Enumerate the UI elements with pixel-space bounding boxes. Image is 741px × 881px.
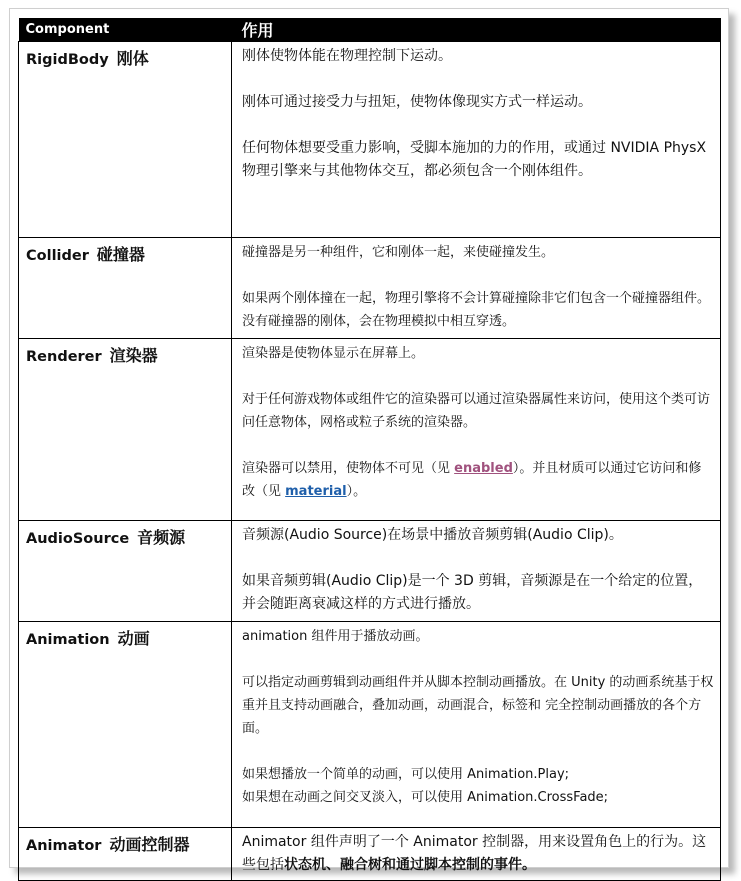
component-table [18, 18, 721, 881]
name-cn: 音频源 [137, 528, 186, 547]
component-name [19, 238, 232, 339]
component-description [232, 339, 721, 521]
paragraph: 音频源(Audio Source)在场景中播放音频剪辑(Audio Clip)。 [242, 527, 623, 543]
material-link[interactable]: material [285, 484, 347, 499]
name-cn: 动画控制器 [109, 835, 190, 854]
name-en: Renderer [26, 349, 102, 365]
paragraph: animation 组件用于播放动画。 [242, 629, 429, 644]
bold-text: 状态机、融合树和通过脚本控制的事件。 [284, 857, 536, 873]
name-cn: 渲染器 [109, 346, 158, 365]
component-name [19, 339, 232, 521]
row-collider [19, 238, 721, 339]
paragraph: 对于任何游戏物体或组件它的渲染器可以通过渲染器属性来访问，使用这个类可访问任意物体，网格或粒子系统的渲染器。 [242, 392, 711, 430]
component-name [19, 828, 232, 881]
header-purpose: 作用 [232, 18, 721, 42]
paragraph: 如果音频剪辑(Audio Clip)是一个 3D 剪辑，音频源是在一个给定的位置，并会随距离衰减这样的方式进行播放。 [242, 573, 703, 612]
text: Animator 组件声明了一个 Animator 控制器，用来设置角色上的行为。这些包括 [242, 834, 707, 873]
row-audiosource [19, 521, 721, 622]
text-line: 如果想播放一个简单的动画，可以使用 Animation.Play; [242, 767, 570, 782]
paragraph: 刚体使物体能在物理控制下运动。 [242, 48, 452, 64]
text: ）。并且材质可以通过它访问和修改（见 [242, 461, 702, 499]
paragraph: 如果两个刚体撞在一起，物理引擎将不会计算碰撞除非它们包含一个碰撞器组件。没有碰撞器的刚体，会在物理模拟中相互穿透。 [242, 291, 711, 329]
row-animator [19, 828, 721, 881]
name-cn: 刚体 [116, 49, 149, 68]
table-header-row [19, 18, 721, 42]
header-component: Component [19, 18, 232, 42]
component-name [19, 622, 232, 828]
enabled-link[interactable]: enabled [454, 461, 513, 476]
row-animation [19, 622, 721, 828]
component-description [232, 622, 721, 828]
paragraph: 刚体可通过接受力与扭矩，使物体像现实方式一样运动。 [242, 94, 592, 110]
name-en: Collider [26, 248, 89, 264]
name-en: Animation [26, 632, 110, 648]
row-rigidbody [19, 42, 721, 238]
component-name [19, 42, 232, 238]
paragraph [242, 763, 714, 809]
paragraph [242, 831, 714, 877]
paragraph: 碰撞器是另一种组件，它和刚体一起，来使碰撞发生。 [242, 245, 555, 260]
name-cn: 碰撞器 [96, 245, 145, 264]
text: 渲染器可以禁用，使物体不可见（见 [242, 461, 455, 476]
text: ）。 [346, 484, 367, 499]
name-en: Animator [26, 838, 102, 854]
component-description [232, 521, 721, 622]
component-description [232, 238, 721, 339]
component-description [232, 42, 721, 238]
text-line: 如果想在动画之间交叉淡入，可以使用 Animation.CrossFade; [242, 790, 609, 805]
name-en: RigidBody [26, 52, 109, 68]
component-description [232, 828, 721, 881]
paragraph: 任何物体想要受重力影响，受脚本施加的力的作用，或通过 NVIDIA PhysX 物理引擎来与其他物体交互，都必须包含一个刚体组件。 [242, 140, 707, 179]
paragraph [242, 457, 714, 503]
paragraph: 渲染器是使物体显示在屏幕上。 [242, 346, 425, 361]
row-renderer [19, 339, 721, 521]
name-en: AudioSource [26, 531, 130, 547]
name-cn: 动画 [117, 629, 150, 648]
paragraph: 可以指定动画剪辑到动画组件并从脚本控制动画播放。在 Unity 的动画系统基于权重并且支持动画融合，叠加动画，动画混合，标签和 完全控制动画播放的各个方面。 [242, 675, 714, 736]
component-name [19, 521, 232, 622]
